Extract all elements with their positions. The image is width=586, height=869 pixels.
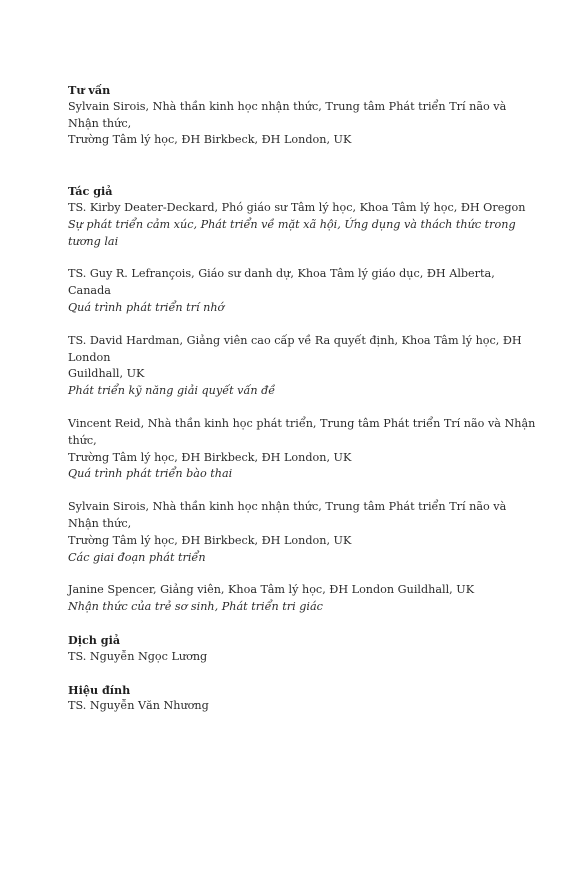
author-entry — [68, 333, 538, 400]
author-entry — [68, 499, 538, 566]
author-work: Nhận thức của trẻ sơ sinh, Phát triển tri giác — [68, 600, 323, 614]
author-entry — [68, 200, 538, 250]
section-spacer — [68, 616, 538, 632]
author-work: Quá trình phát triển bào thai — [68, 467, 233, 481]
advisor-line: Trường Tâm lý học, ĐH Birkbeck, ĐH London, UK — [68, 133, 352, 147]
authors-heading: Tác giả — [68, 184, 113, 199]
editor-heading: Hiệu đính — [68, 682, 131, 697]
section-spacer — [68, 149, 538, 183]
author-line: Sylvain Sirois, Nhà thần kinh học nhận thức, Trung tâm Phát triển Trí não và Nhận thức, — [68, 500, 507, 530]
advisor-line: Sylvain Sirois, Nhà thần kinh học nhận thức, Trung tâm Phát triển Trí não và Nhận thức, — [68, 99, 507, 130]
author-line: TS. Kirby Deater-Deckard, Phó giáo sư Tâm lý học, Khoa Tâm lý học, ĐH Oregon — [68, 200, 526, 214]
entry-spacer — [68, 317, 538, 333]
credits-page — [68, 82, 538, 715]
authors-section — [68, 183, 538, 616]
author-line: TS. David Hardman, Giảng viên cao cấp về Ra quyết định, Khoa Tâm lý học, ĐH London — [68, 333, 522, 364]
author-line: Janine Spencer, Giảng viên, Khoa Tâm lý học, ĐH London Guildhall, UK — [68, 583, 475, 597]
editor-name: TS. Nguyễn Văn Nhương — [68, 699, 209, 713]
editor-section — [68, 682, 538, 716]
author-entry — [68, 582, 538, 616]
advisor-section — [68, 82, 538, 149]
author-entry — [68, 416, 538, 483]
advisor-heading: Tư vấn — [68, 83, 111, 97]
translator-section — [68, 632, 538, 666]
author-line: Guildhall, UK — [68, 367, 145, 381]
author-line: Vincent Reid, Nhà thần kinh học phát triển, Trung tâm Phát triển Trí não và Nhận thức, — [68, 416, 536, 447]
author-line: Trường Tâm lý học, ĐH Birkbeck, ĐH London, UK — [68, 533, 352, 547]
author-work: Quá trình phát triển trí nhớ — [68, 300, 225, 314]
author-work: Các giai đoạn phát triển — [68, 550, 206, 564]
entry-spacer — [68, 483, 538, 499]
author-line: Trường Tâm lý học, ĐH Birkbeck, ĐH London, UK — [68, 450, 352, 464]
section-spacer — [68, 666, 538, 682]
author-work: Sự phát triển cảm xúc, Phát triển về mặt xã hội, Ứng dụng và thách thức trong tương lai — [68, 217, 516, 248]
author-entry — [68, 266, 538, 316]
entry-spacer — [68, 250, 538, 266]
author-line: TS. Guy R. Lefrançois, Giáo sư danh dự, Khoa Tâm lý giáo dục, ĐH Alberta, Canada — [68, 267, 495, 298]
author-work: Phát triển kỹ năng giải quyết vấn đề — [68, 384, 276, 398]
entry-spacer — [68, 566, 538, 582]
entry-spacer — [68, 400, 538, 416]
translator-heading: Dịch giả — [68, 632, 121, 647]
translator-name: TS. Nguyễn Ngọc Lương — [68, 649, 208, 663]
